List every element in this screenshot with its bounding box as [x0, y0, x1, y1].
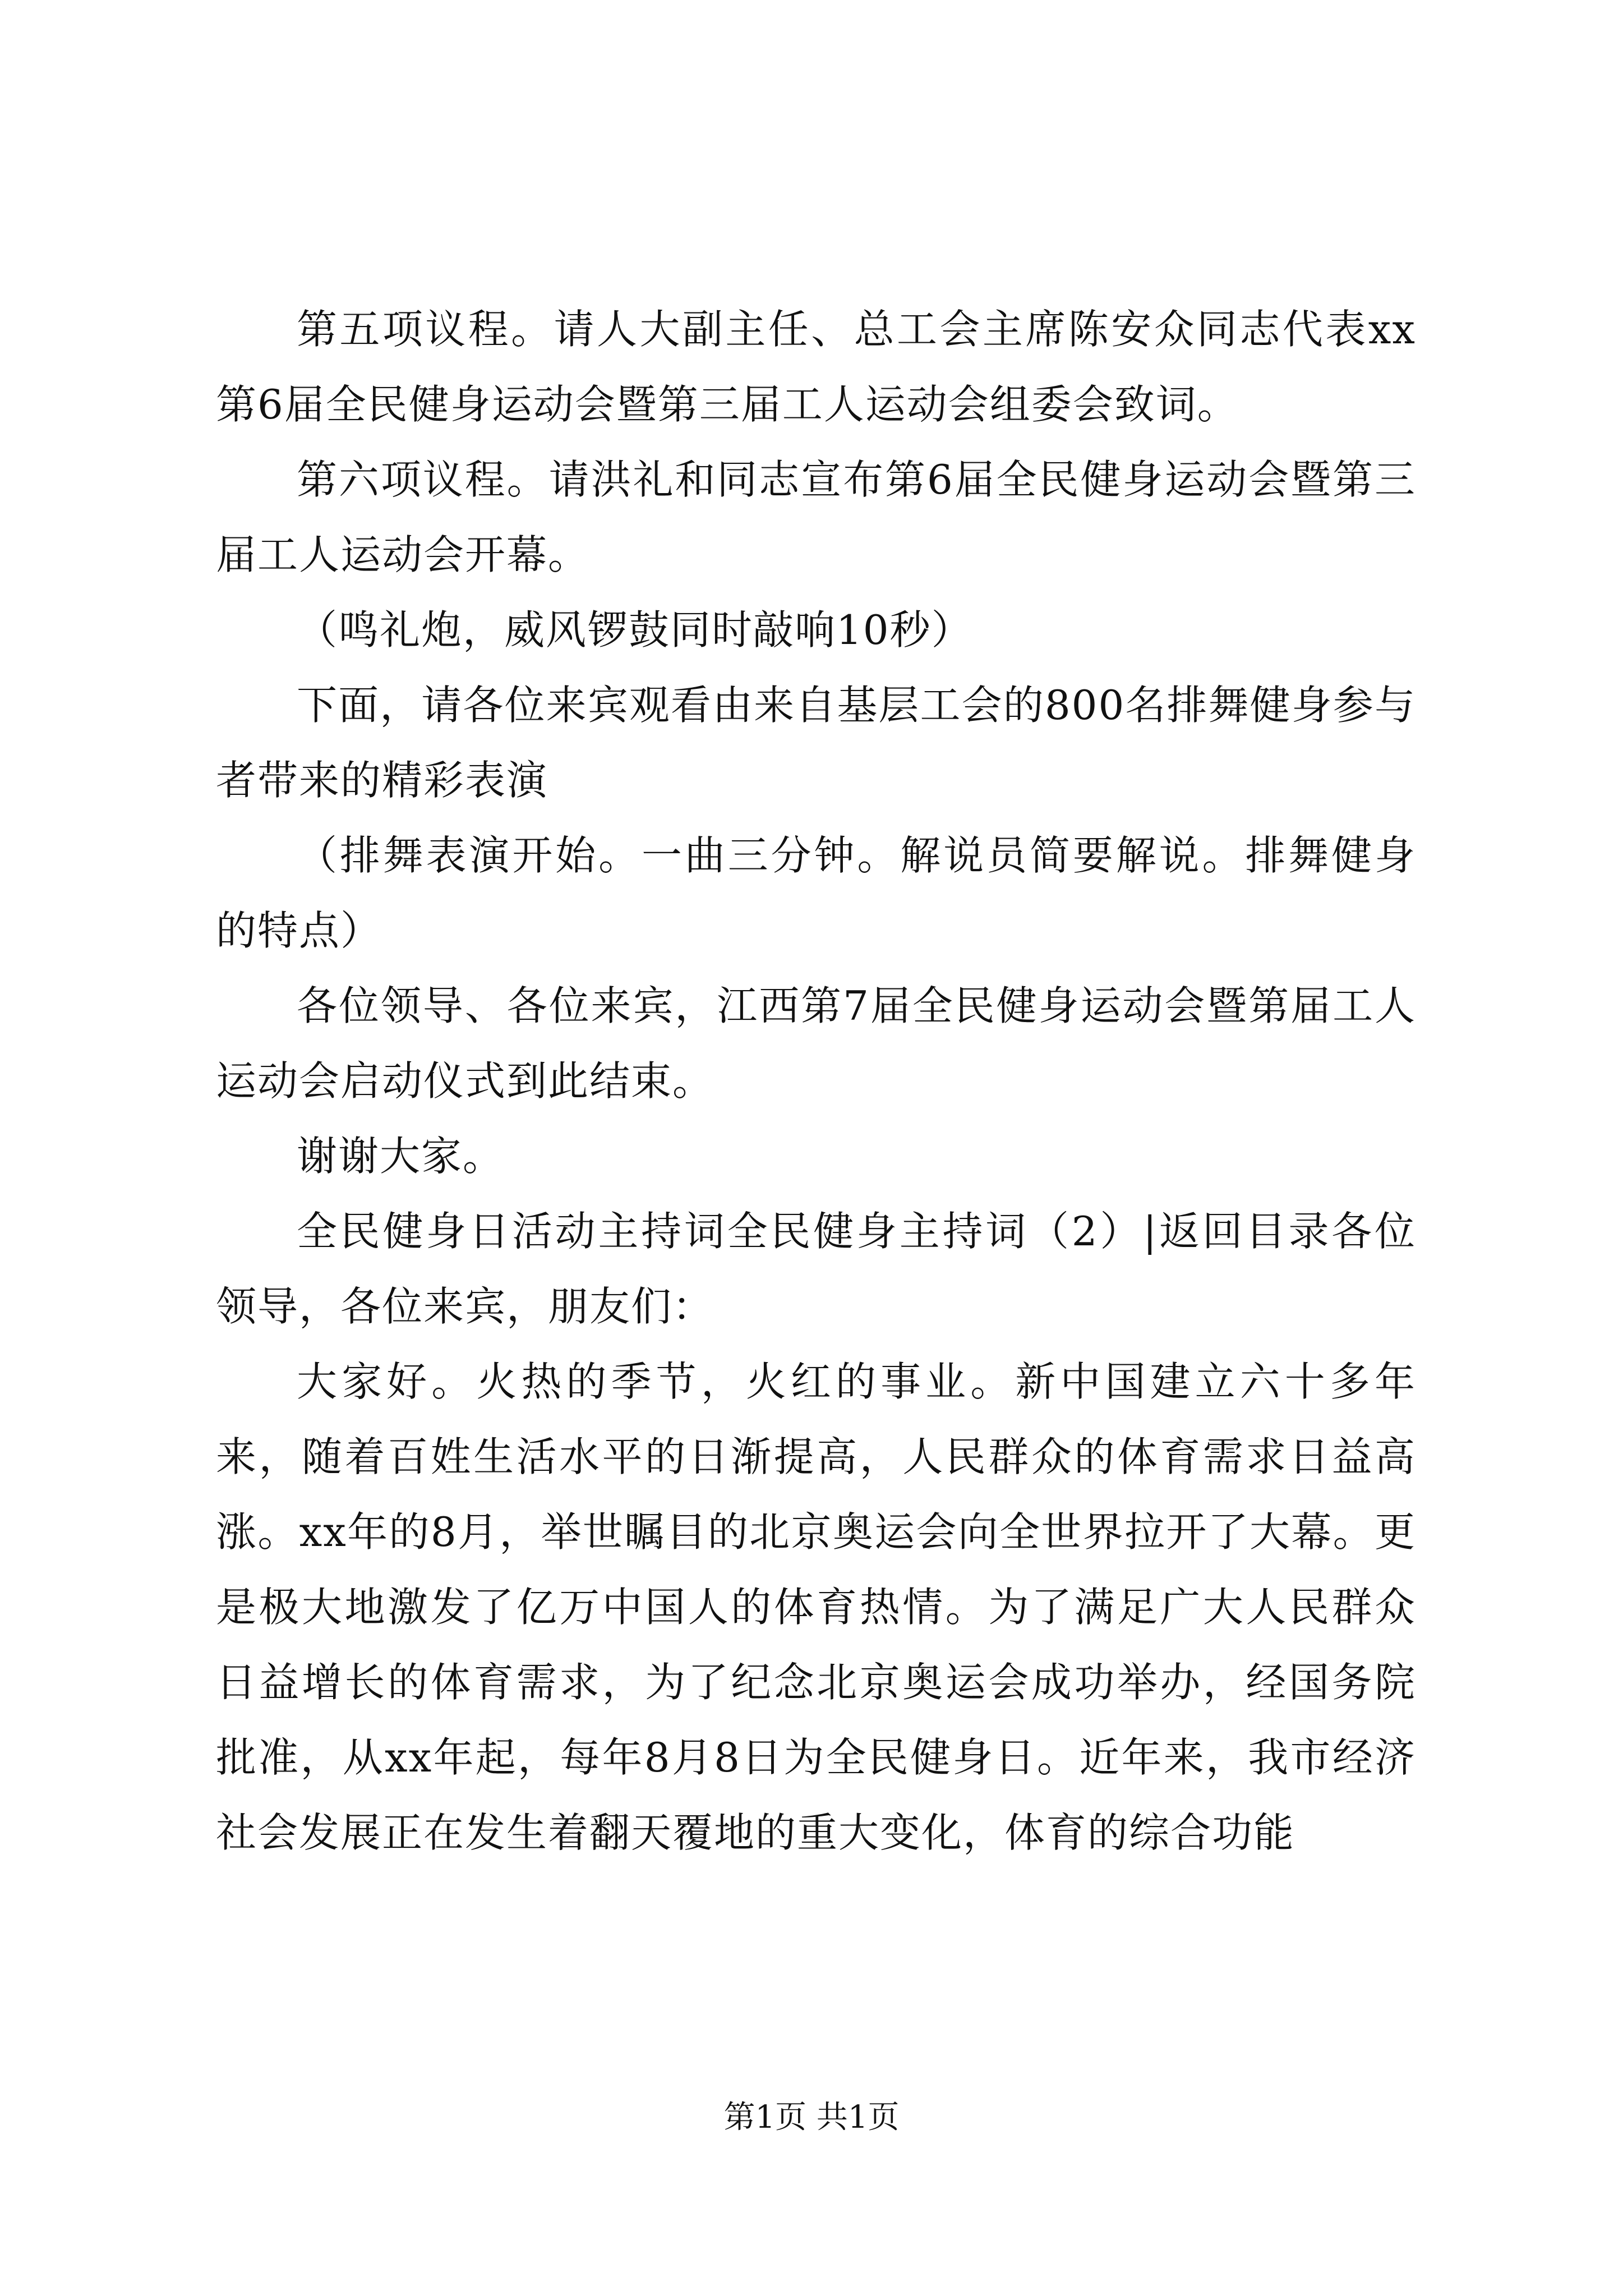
paragraph-salute: （鸣礼炮，威风锣鼓同时敲响10秒） [297, 606, 973, 654]
paragraph-performance-intro: 下面，请各位来宾观看由来自基层工会的800名排舞健身参与者带来的精彩表演 [216, 682, 1416, 804]
paragraph-speech-body: 大家好。火热的季节，火红的事业。新中国建立六十多年来，随着百姓生活水平的日渐提高，人民群众的体育需求日益高涨。xx年的8月，举世瞩目的北京奥运会向全世界拉开了大幕。更是极大地激发了亿万中国人的体育热情。为了满足广大人民群众日益增长的体育需求，为了纪念北京奥运会成功举办，经国务院批准，从xx年起，每年8月8日为全民健身日。近年来，我市经济社会发展正在发生着翻天覆地的重大变化，体育的综合功能 [216, 1358, 1416, 1856]
paragraph-agenda-6: 第六项议程。请洪礼和同志宣布第6届全民健身运动会暨第三届工人运动会开幕。 [216, 456, 1416, 578]
document-body [216, 292, 1416, 1870]
paragraph-thanks: 谢谢大家。 [297, 1133, 505, 1180]
paragraph-agenda-5: 第五项议程。请人大副主任、总工会主席陈安众同志代表xx第6届全民健身运动会暨第三届工人运动会组委会致词。 [216, 306, 1416, 428]
paragraph-closing: 各位领导、各位来宾，江西第7届全民健身运动会暨第届工人运动会启动仪式到此结束。 [216, 982, 1416, 1105]
paragraph-performance-note: （排舞表演开始。一曲三分钟。解说员简要解说。排舞健身的特点） [216, 832, 1416, 954]
page-number-footer: 第1页 共1页 [723, 2099, 900, 2136]
paragraph-section-heading: 全民健身日活动主持词全民健身主持词（2）|返回目录各位领导，各位来宾，朋友们： [216, 1208, 1416, 1330]
